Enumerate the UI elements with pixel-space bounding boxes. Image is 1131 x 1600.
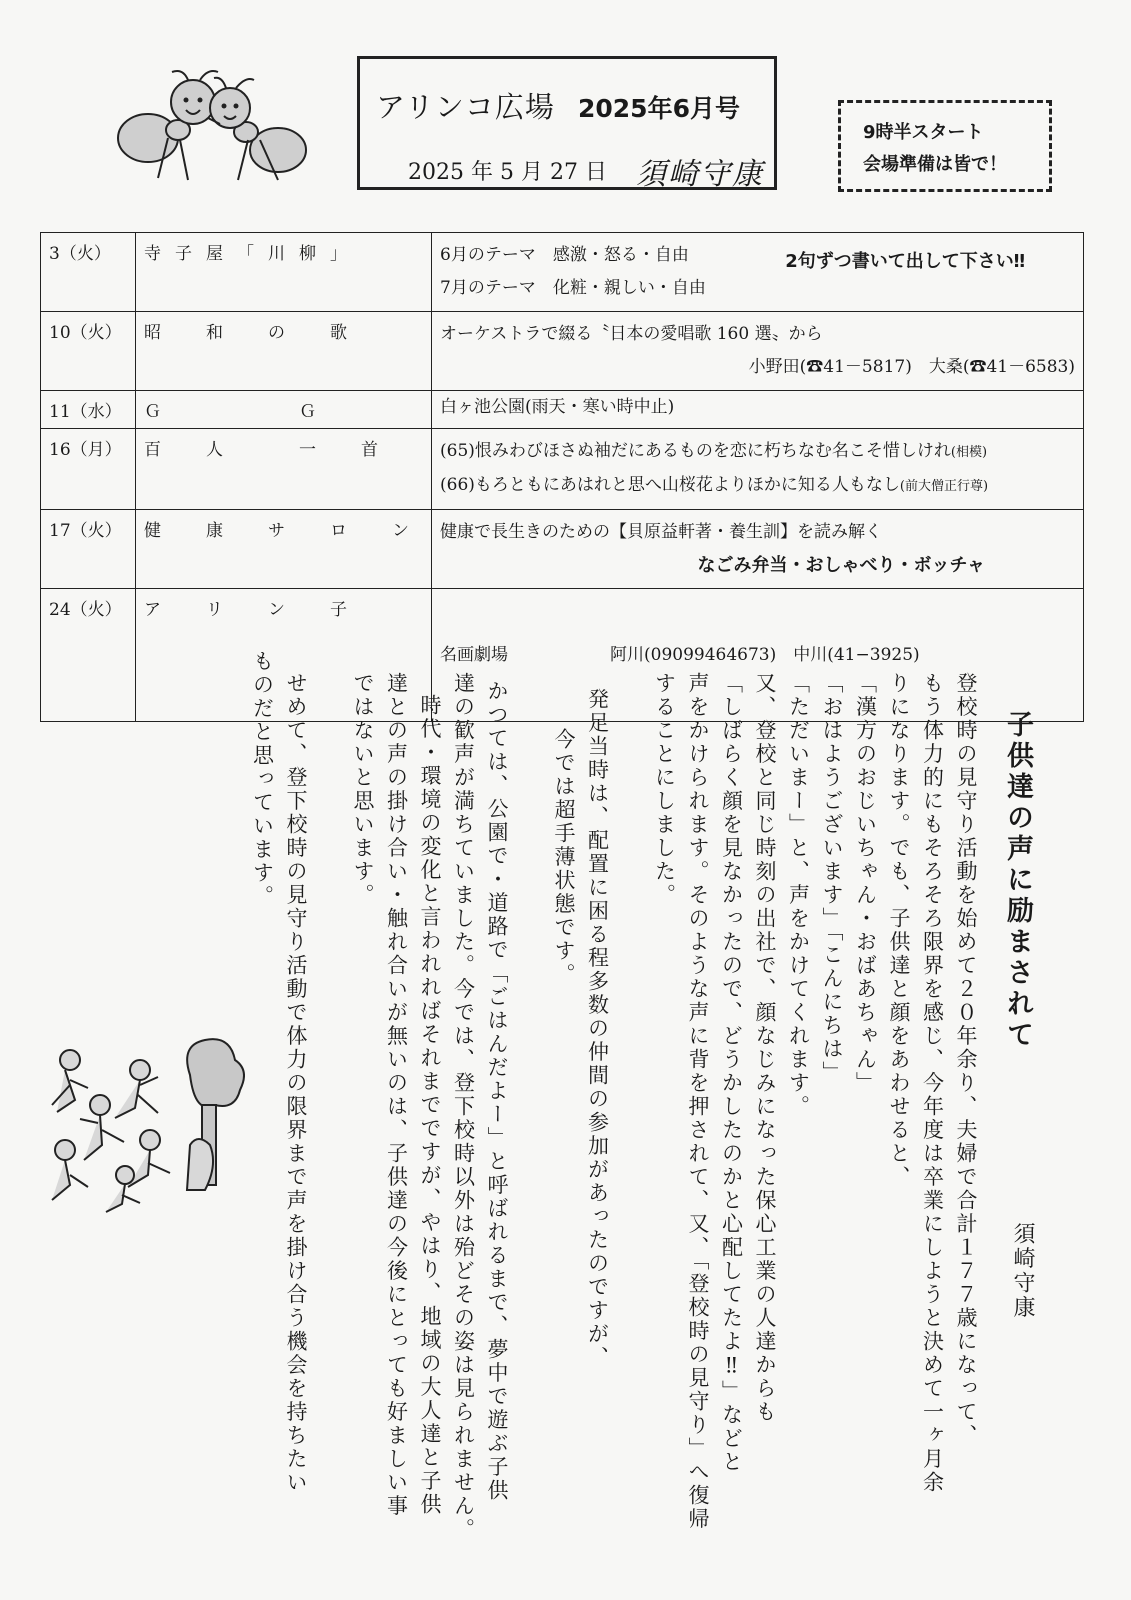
poem-author: (相模) xyxy=(950,445,988,460)
notice-line-1: 9時半スタート xyxy=(863,122,984,143)
row-details xyxy=(432,233,1084,312)
newsletter-title: アリンコ広場 xyxy=(376,90,555,124)
row-event: 寺子屋「川柳」 xyxy=(136,233,432,312)
row-details xyxy=(432,312,1084,391)
article-column: 声をかけられます。そのような声に背を押されて、又、「登校時の見守り」へ復帰 xyxy=(686,672,710,1531)
row-date: 24（火） xyxy=(41,589,136,722)
detail-line: 名画劇場 阿川(09099464673) 中川(41−3925) xyxy=(440,645,920,665)
issue-date: 2025 年 5 月 27 日 xyxy=(408,160,607,185)
article-column: することにしました。 xyxy=(652,672,677,907)
start-time-notice xyxy=(838,100,1052,192)
detail-line: 7月のテーマ 化粧・親しい・自由 xyxy=(440,278,706,298)
row-event: 昭 和 の 歌 xyxy=(136,312,432,391)
row-date: 16（月） xyxy=(41,429,136,510)
detail-line: 健康で長生きのための【貝原益軒著・養生訓】を読み解く xyxy=(440,522,882,542)
article-column: かつては、公園で・道路で「ごはんだよー」と呼ばれるまで、夢中で遊ぶ子供 xyxy=(485,680,509,1503)
detail-line: オーケストラで綴る〝日本の愛唱歌 160 選〟から xyxy=(440,324,823,344)
row-details xyxy=(432,510,1084,589)
row-event: ア リ ン 子 xyxy=(136,589,432,722)
issue-label: 2025年6月号 xyxy=(578,94,740,123)
row-date: 11（水） xyxy=(41,391,136,429)
article-column: 「ただいまー」と、声をかけてくれます。 xyxy=(786,672,811,1119)
contact-numbers: 小野田(☎41－5817) 大桑(☎41－6583) xyxy=(748,357,1075,377)
article-column: 時代・環境の変化と言われればそれまでですが、やはり、地域の大人達と子供 xyxy=(418,694,442,1517)
schedule-table xyxy=(40,232,1084,722)
article-column: 達の歓声が満ちていました。今では、登下校時以外は殆どその姿は見られません。 xyxy=(451,672,476,1542)
article-column: 又、登校と同じ時刻の出社で、顔なじみになった保心工業の人達からも xyxy=(753,672,777,1424)
masthead-box xyxy=(357,56,777,190)
table-row xyxy=(41,233,1084,312)
poem-line: (65)恨みわびほさぬ袖だにあるものを恋に朽ちなむ名こそ惜しけれ(相模) xyxy=(440,441,988,461)
article-column: ではないと思います。 xyxy=(351,672,375,907)
table-row xyxy=(41,429,1084,510)
children-playing-illustration xyxy=(40,1035,245,1220)
article-author: 須崎守康 xyxy=(1010,1222,1035,1320)
row-event: Ｇ Ｇ xyxy=(136,391,432,429)
row-date: 10（火） xyxy=(41,312,136,391)
article-column: 発足当時は、配置に困る程多数の仲間の参加があったのですが、 xyxy=(585,688,610,1370)
article-column: 「漢方のおじいちゃん・おばあちゃん」 xyxy=(853,672,878,1095)
poem-author: (前大僧正行尊) xyxy=(899,479,989,494)
detail-line: 6月のテーマ 感激・怒る・自由 xyxy=(440,245,689,265)
table-row xyxy=(41,510,1084,589)
salon-note: なごみ弁当・おしゃべり・ボッチャ xyxy=(697,555,985,576)
article-column: ものだと思っています。 xyxy=(250,650,275,909)
article-column: せめて、登下校時の見守り活動で体力の限界まで声を掛け合う機会を持ちたい xyxy=(284,672,308,1495)
article-column: 達との声の掛け合い・触れ合いが無いのは、子供達の今後にとっても好ましい事 xyxy=(384,672,409,1518)
row-details xyxy=(432,429,1084,510)
row-event: 健 康 サ ロ ン xyxy=(136,510,432,589)
article-column: 今では超手薄状態です。 xyxy=(552,728,576,987)
article-column: 「しばらく顔を見なかったので、どうかしたのかと心配してたよ‼」などと xyxy=(719,672,744,1474)
article-column: りになります。でも、子供達と顔をあわせると、 xyxy=(887,672,911,1189)
editor-signature: 須崎守康 xyxy=(636,157,764,192)
article-column: もう体力的にもそろそろ限界を感じ、今年度は卒業にしようと決めて一ヶ月余 xyxy=(920,672,945,1495)
notice-line-2: 会場準備は皆で！ xyxy=(863,154,1007,175)
row-event: 百 人 一 首 xyxy=(136,429,432,510)
row-date: 17（火） xyxy=(41,510,136,589)
ants-illustration xyxy=(108,68,308,188)
poem-line: (66)もろともにあはれと思へ山桜花よりほかに知る人もなし(前大僧正行尊) xyxy=(440,475,989,495)
table-row xyxy=(41,312,1084,391)
row-details xyxy=(432,391,1084,429)
table-row xyxy=(41,391,1084,429)
article-title: 子供達の声に励まされて xyxy=(1002,710,1033,1051)
row-date: 3（火） xyxy=(41,233,136,312)
article-column: 登校時の見守り活動を始めて２０年余り、夫婦で合計１７７歳になって、 xyxy=(954,672,978,1448)
detail-line: 白ヶ池公園(雨天・寒い時中止) xyxy=(440,397,675,417)
senryu-note: 2句ずつ書いて出して下さい‼ xyxy=(785,251,1025,272)
article-column: 「おはようございます」「こんにちは」 xyxy=(820,672,844,1085)
